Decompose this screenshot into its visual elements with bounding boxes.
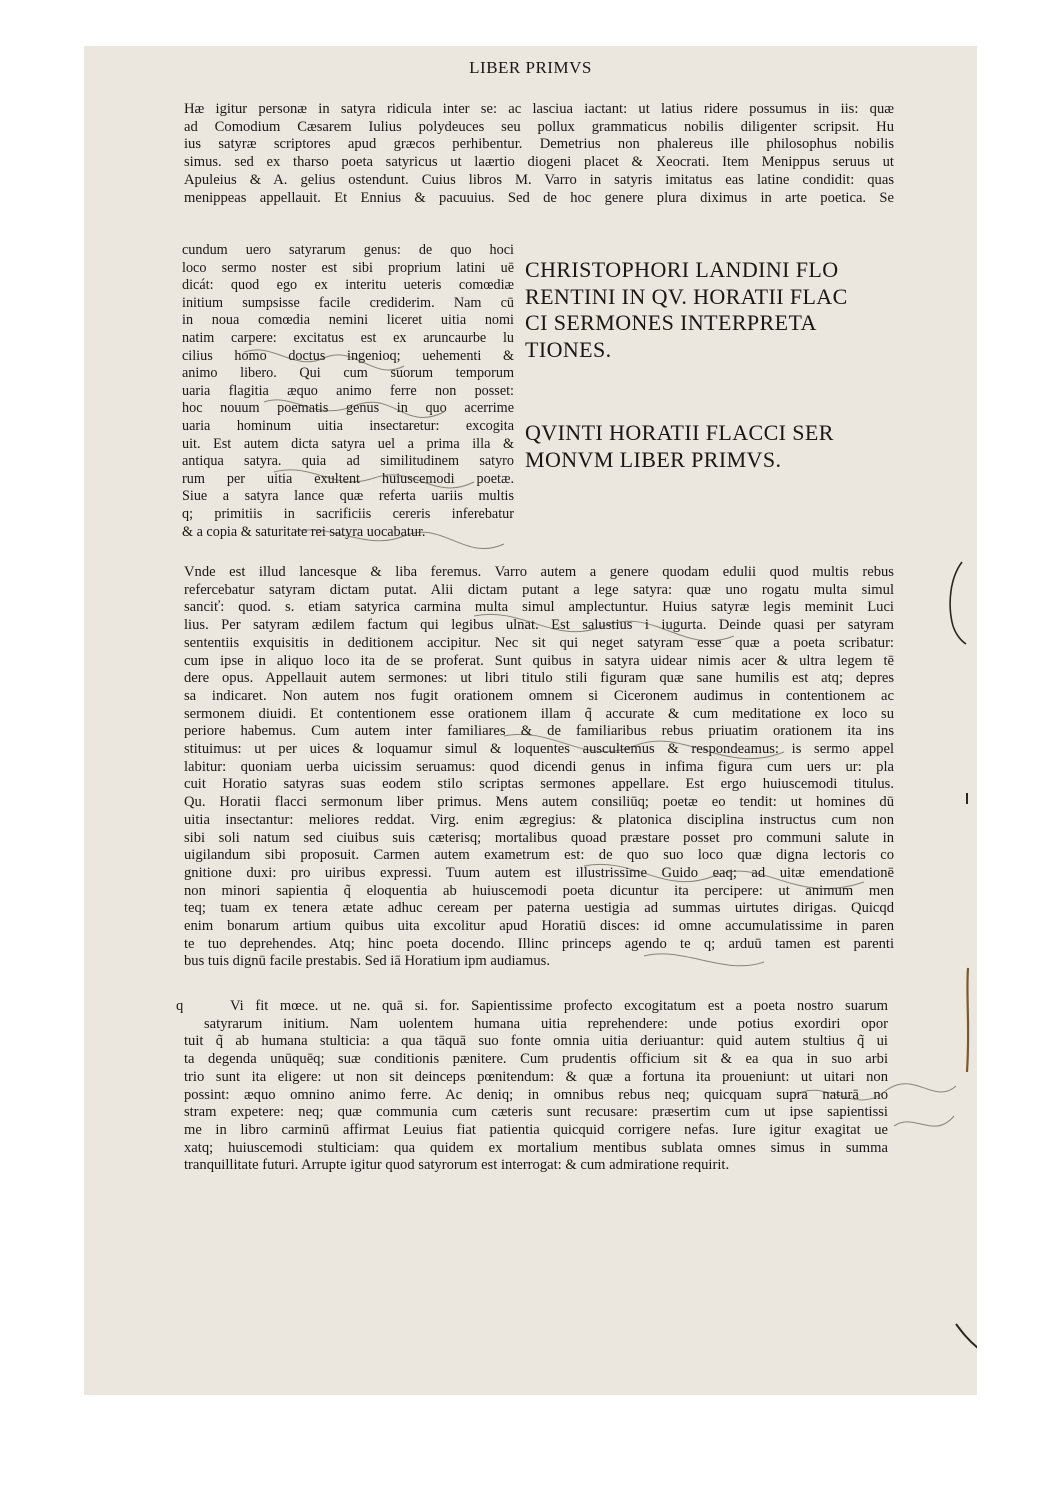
text-line: animo libero. Qui cum suorum temporum [182,365,514,382]
text-line: antiqua satyra. quia ad similitudinem satyro [182,453,514,470]
text-line: labitur: quoniam uerba uicissim seruamus: quod dicendi genus in infima figura cum uers ur: pla [184,758,894,775]
text-line: hoc nouum poematis genus in quo acerrime [182,400,514,417]
margin-vertical-mark [962,966,974,1076]
text-line: trio sunt ita eligere: ut non sit deinceps pœnitendum: & quæ a fortuna ita proueniunt: ut uitari non [184,1068,888,1085]
text-line: tuit q̃ ab humana stulticia: a qua tāquā suo fonte omnia uitia deriuantur: quid autem stultius q̃ ui [184,1033,888,1050]
text-line: uitia insectantur: meliores reddat. Virg. enim ægregius: & platonica disciplina instructus cum non [184,811,894,828]
title-line: CHRISTOPHORI LANDINI FLO [525,257,839,282]
text-line: q; primitiis in sacrificiis cereris inferebatur [182,505,514,522]
margin-bracket-mark [940,558,970,648]
text-line: sententiis exquisitis in deditionem accipitur. Nec sit qui neget satyram esse quæ a poeta scribatur: [184,634,894,651]
text-line: Qu. Horatii flacci sermonum liber primus. Mens autem consiliūq; poetæ eo tendit: ut homines dū [184,794,894,811]
text-line: uaria hominum uitia insectaretur: excogita [182,417,514,434]
text-line: initium sumpsisse facile crediderim. Nam cū [182,294,514,311]
text-line: non minori sapientia q̃ eloquentia ab huiuscemodi poeta dicuntur ita percipere: ut animum men [184,882,894,899]
text-line: cilius homo doctus ingenioq; uehementi & [182,347,514,364]
text-line: ad Comodium Cæsarem Iulius polydeuces seu pollux grammaticus nobilis diligenter scripsit. Hu [184,118,894,135]
title-line: CI SERMONES INTERPRETA [525,310,817,335]
text-line: teq; tuam ex tenera ætate adhuc ceream per paterna uestigia ad summas uirtutes dirigas. Quicqd [184,900,894,917]
top-paragraph [184,101,894,207]
commentary-marker: q [176,998,184,1014]
text-line: te tuo deprehendes. Atq; hinc poeta docendo. Illinc princeps agendo te q; arduū tamen est parenti [184,935,894,952]
text-line: lius. Per satyram ædilem factum qui legibus ulnat. Est salustius i iugurta. Deinde quasi per satyram [184,617,894,634]
text-line: ta degenda unūquēq; suæ conditionis pænitere. Cum prudentis officium sit & ea qua in suo arbi [184,1051,888,1068]
text-line: stituimus: ut per uices & loquamur simul & loquentes auscultemus & respondeamus: is sermo appel [184,741,894,758]
text-line: Vi fit mœce. ut ne. quā si. for. Sapientissime profecto excogitatum est a poeta nostro suarum [230,998,888,1014]
text-line: xatq; huiuscemodi stulticiam: qua quidem ex mortalium mentibus sublata omnes simus in summa [184,1139,888,1156]
text-line: ius satyræ scriptores apud græcos perhibentur. Demetrius non phalereus ille philosophus nobilis [184,136,894,153]
text-line: dicát: quod ego ex interitu ueteris comœdiæ [182,277,514,294]
text-line: uigilandum sibi proposuit. Carmen autem exametrum est: de quo suo loco quæ digna lectoris co [184,847,894,864]
commentary-first-row [176,998,888,1016]
text-line: tranquillitate futuri. Arrupte igitur quod satyrorum est interrogat: & cum admiratione requirit. [184,1157,730,1174]
bottom-paragraph [184,564,894,971]
text-line: sanciť: quod. s. etiam satyrica carmina multa simul amplectuntur. Huius satyræ legis meminit Luci [184,599,894,616]
book-page [84,46,977,1395]
text-line: menippeas appellauit. Et Ennius & pacuuius. Sed de hoc genere plura diximus in arte poetica. Se [184,189,894,206]
text-line: sermonem diuidi. Et contentionem esse orationem illam q̃ accurate & cum meditatione ex loco su [184,705,894,722]
text-line: possint: æquo omnino animo ferre. Ac deniq; in omnibus rebus neq; quicquam supra naturā no [184,1086,888,1103]
text-line: natim carpere: excitatus est ex aruncaurbe lu [182,329,514,346]
left-column-text [182,242,514,541]
text-line: Hæ igitur personæ in satyra ridicula inter se: ac lasciua iactant: ut latius ridere possumus in iis: quæ [184,101,894,117]
subtitle-line: QVINTI HORATII FLACCI SER [525,420,834,445]
book-title [525,257,921,363]
title-line: RENTINI IN QV. HORATII FLAC [525,283,848,309]
text-line: cum ipse in aliquo loco ita de se proferat. Sunt quibus in satyra uidear nimis acer & ultra legem tē [184,652,894,669]
subtitle-line: MONVM LIBER PRIMVS. [525,446,782,472]
text-line: periore habemus. Cum autem inter familiares & de familiaribus rebus priuatim orationem ita ins [184,723,894,740]
text-line: rum per uitia exultent huiuscemodi poetæ. [182,470,514,487]
text-line: Siue a satyra lance quæ referta uariis multis [182,488,514,505]
text-line: gnitione duxi: pro uiribus expressi. Tuum autem est illustrissime Guido eaq; ad uitæ emendationē [184,864,894,881]
commentary-block [176,998,888,1175]
text-line: sibi soli natum sed ciuibus suis cæterisq; mortalibus quoad præstare posset pro communi salute in [184,829,894,846]
text-line: sa indicaret. Non autem nos fugit orationem omnem si Ciceronem audimus in contentionem ac [184,687,894,704]
text-line: loco sermo noster est sibi proprium latini uē [182,259,514,276]
text-line: satyrarum initium. Nam uolentem humana uitia reprehendere: unde potius exordiri opor [204,1015,888,1032]
text-line: cundum uero satyrarum genus: de quo hoci [182,242,514,258]
text-line: refercebatur satyram dictam putat. Alii dictam putant a lege satyra: quæ uno rogatu multa simul [184,581,894,598]
text-line: enim bonarum artium quibus uita excolitur apud Horatiū disces: id omne accumulatissime in paren [184,918,894,935]
text-line: dere opus. Appellauit autem sermones: ut libri titulo stili figuram quæ sane humilis est atq; depres [184,670,894,687]
book-subtitle [525,420,921,473]
title-line: TIONES. [525,336,612,362]
text-line: Apuleius & A. gelius ostendunt. Cuius libros M. Varro in satyris imitatus eas latine condidit: quas [184,171,894,188]
text-line: uit. Est autem dicta satyra uel a prima illa & [182,435,514,452]
text-line: me in libro carminū affirmat Leuius fiat patientia quicquid corrigere nefas. Iure igitur exagitat ue [184,1121,888,1138]
text-line: Vnde est illud lancesque & liba feremus. Varro autem a genere quodam edulii quod multis rebus [184,564,894,580]
text-line: uaria flagitia æquo animo ferre non posset: [182,382,514,399]
margin-hook-mark [952,1320,977,1354]
running-head: LIBER PRIMVS [469,58,592,77]
text-line: in noua comœdia nemini liceret uitia nomi [182,312,514,329]
text-line: cuit Horatio satyras suas eodem stilo scriptas sermones appellare. Est ergo huiuscemodi titulus. [184,776,894,793]
text-line: bus tuis dignū facile prestabis. Sed iā Horatium ipm audiamus. [184,953,550,970]
text-line: stram expetere: neq; quæ communia cum cæteris sunt recusare: præsertim cum ut ipse sapientissi [184,1104,888,1121]
text-line: & a copia & saturitate rei satyra uocabatur. [182,523,426,540]
margin-tick-mark [962,792,972,806]
text-line: simus. sed ex tharso poeta satyricus ut laærtio diogeni placet & Xeocrati. Item Menippus seruus ut [184,154,894,171]
